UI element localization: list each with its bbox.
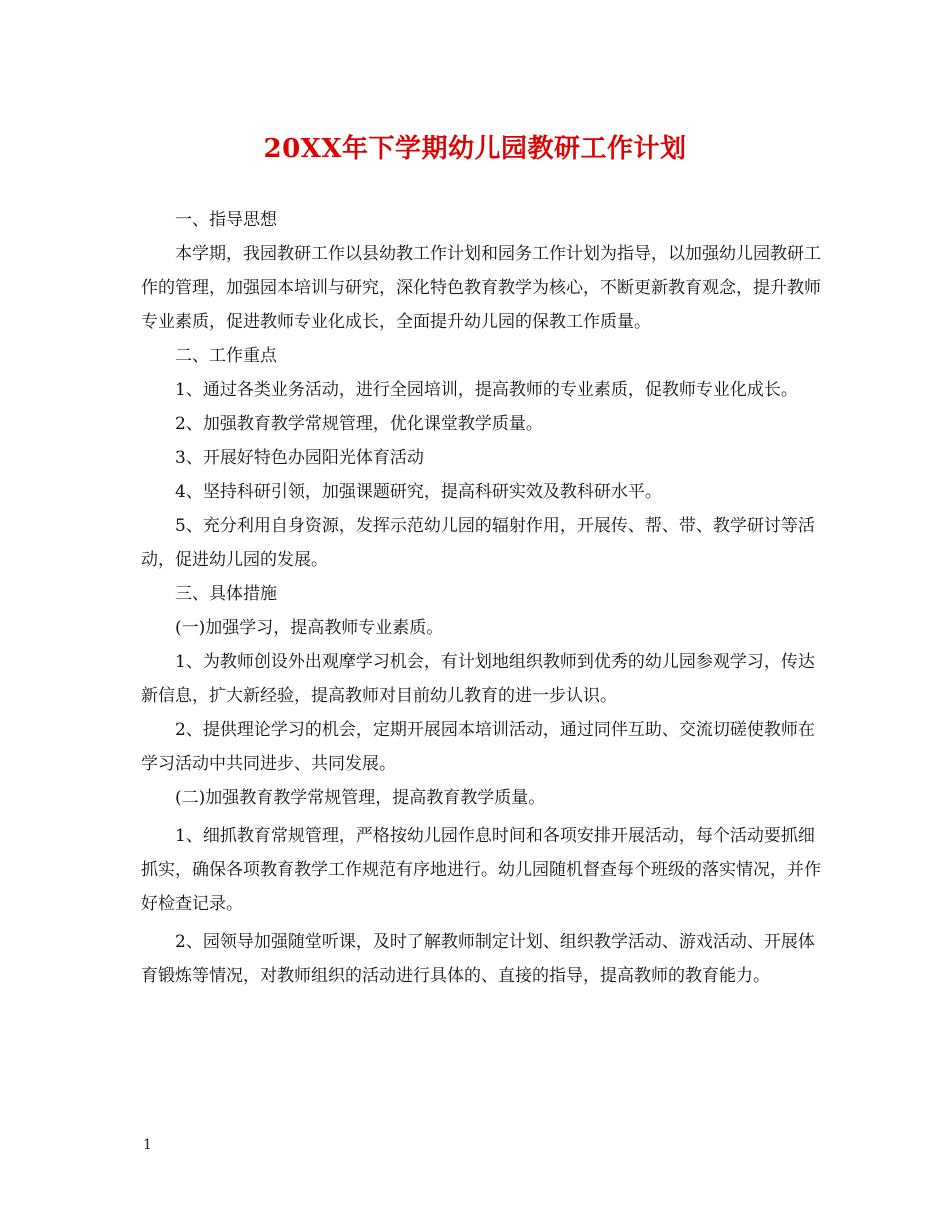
paragraph-focus-3: 3、开展好特色办园阳光体育活动 xyxy=(175,448,424,468)
paragraph-routine-2: 2、园领导加强随堂听课，及时了解教师制定计划、组织教学活动、游戏活动、开展体育锻炼等情况，对教师组织的活动进行具体的、直接的指导，提高教师的教育能力。 xyxy=(141,932,815,986)
paragraph-focus-1: 1、通过各类业务活动，进行全园培训，提高教师的专业素质，促教师专业化成长。 xyxy=(175,380,798,400)
subsection-heading-learning: (一)加强学习，提高教师专业素质。 xyxy=(175,618,444,638)
document-title: 20XX年下学期幼儿园教研工作计划 xyxy=(263,134,687,164)
paragraph-focus-5: 5、充分利用自身资源，发挥示范幼儿园的辐射作用，开展传、帮、带、教学研讨等活动，促进幼儿园的发展。 xyxy=(141,516,815,570)
paragraph-learning-2: 2、提供理论学习的机会，定期开展园本培训活动，通过同伴互助、交流切磋使教师在学习活动中共同进步、共同发展。 xyxy=(141,720,815,774)
paragraph-guiding-ideology: 本学期，我园教研工作以县幼教工作计划和园务工作计划为指导，以加强幼儿园教研工作的管理，加强园本培训与研究，深化特色教育教学为核心，不断更新教育观念，提升教师专业素质，促进教师专业化成长，全面提升幼儿园的保教工作质量。 xyxy=(141,244,821,332)
page-number: 1 xyxy=(143,1137,152,1153)
paragraph-focus-2: 2、加强教育教学常规管理，优化课堂教学质量。 xyxy=(175,414,543,434)
section-heading-work-focus: 二、工作重点 xyxy=(175,346,277,366)
section-heading-guiding-ideology: 一、指导思想 xyxy=(175,210,277,230)
subsection-heading-routine: (二)加强教育教学常规管理，提高教育教学质量。 xyxy=(175,788,546,808)
document-body xyxy=(141,203,826,993)
paragraph-routine-1: 1、细抓教育常规管理，严格按幼儿园作息时间和各项安排开展活动，每个活动要抓细抓实，确保各项教育教学工作规范有序地进行。幼儿园随机督查每个班级的落实情况，并作好检查记录。 xyxy=(141,826,821,914)
paragraph-focus-4: 4、坚持科研引领，加强课题研究，提高科研实效及教科研水平。 xyxy=(175,482,662,502)
paragraph-learning-1: 1、为教师创设外出观摩学习机会，有计划地组织教师到优秀的幼儿园参观学习，传达新信息，扩大新经验，提高教师对目前幼儿教育的进一步认识。 xyxy=(141,652,815,706)
section-heading-measures: 三、具体措施 xyxy=(175,584,277,604)
